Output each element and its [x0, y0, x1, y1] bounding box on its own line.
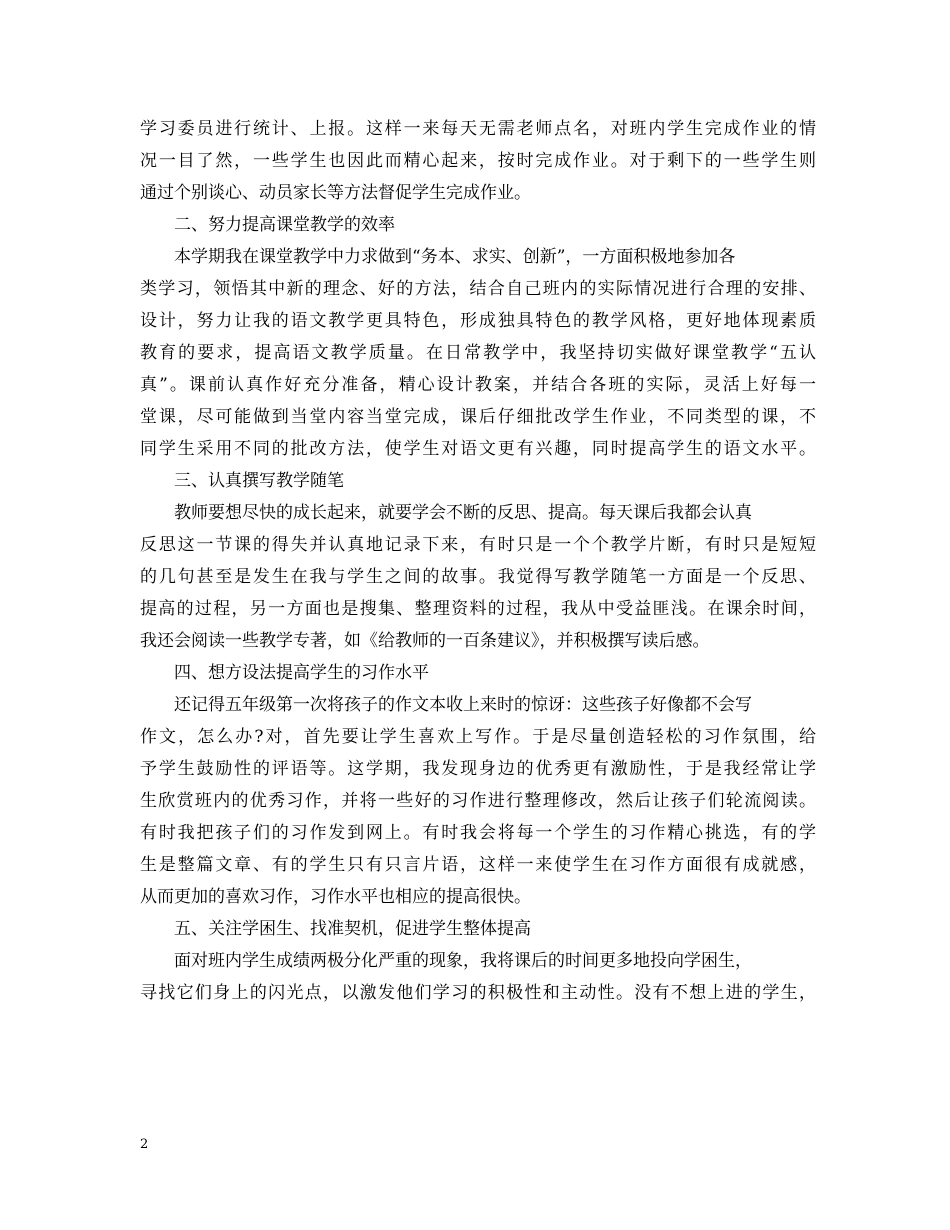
text-line: 有时我把孩子们的习作发到网上。有时我会将每一个学生的习作精心挑选，有的学: [140, 823, 816, 843]
text-line: 教育的要求，提高语文教学质量。在日常教学中，我坚持切实做好课堂教学“五认: [140, 343, 816, 363]
text-line: 类学习，领悟其中新的理念、好的方法，结合自己班内的实际情况进行合理的安排、: [140, 279, 816, 299]
text-line: 设计，努力让我的语文教学更具特色，形成独具特色的教学风格，更好地体现素质: [140, 311, 816, 331]
text-line: 反思这一节课的得失并认真地记录下来，有时只是一个个教学片断，有时只是短短: [140, 535, 816, 555]
text-line: 三、认真撰写教学随笔: [174, 471, 344, 491]
text-line: 作文，怎么办?对，首先要让学生喜欢上写作。于是尽量创造轻松的习作氛围，给: [140, 727, 816, 747]
text-line: 五、关注学困生、找准契机，促进学生整体提高: [174, 919, 531, 939]
text-line: 还记得五年级第一次将孩子的作文本收上来时的惊讶：这些孩子好像都不会写: [174, 695, 752, 715]
text-line: 生是整篇文章、有的学生只有只言片语，这样一来使学生在习作方面很有成就感，: [140, 855, 816, 875]
text-line: 四、想方设法提高学生的习作水平: [174, 663, 429, 683]
text-line: 二、努力提高课堂教学的效率: [174, 215, 395, 235]
document-body: [140, 113, 816, 1009]
text-line: 面对班内学生成绩两极分化严重的现象，我将课后的时间更多地投向学困生，: [174, 951, 752, 971]
text-line: 真”。课前认真作好充分准备，精心设计教案，并结合各班的实际，灵活上好每一: [140, 375, 816, 395]
text-line: 教师要想尽快的成长起来，就要学会不断的反思、提高。每天课后我都会认真: [174, 503, 752, 523]
text-line: 本学期我在课堂教学中力求做到“务本、求实、创新”，一方面积极地参加各: [174, 247, 736, 267]
page-number: 2: [140, 1137, 149, 1152]
text-line: 生欣赏班内的优秀习作，并将一些好的习作进行整理修改，然后让孩子们轮流阅读。: [140, 791, 816, 811]
text-line: 的几句甚至是发生在我与学生之间的故事。我觉得写教学随笔一方面是一个反思、: [140, 567, 816, 587]
text-line: 我还会阅读一些教学专著，如《给教师的一百条建议》，并积极撰写读后感。: [140, 631, 710, 651]
text-line: 予学生鼓励性的评语等。这学期，我发现身边的优秀更有激励性，于是我经常让学: [140, 759, 816, 779]
text-line: 提高的过程，另一方面也是搜集、整理资料的过程，我从中受益匪浅。在课余时间，: [140, 599, 816, 619]
text-line: 寻找它们身上的闪光点，以激发他们学习的积极性和主动性。没有不想上进的学生，: [140, 983, 816, 1003]
text-line: 学习委员进行统计、上报。这样一来每天无需老师点名，对班内学生完成作业的情: [140, 119, 816, 139]
text-line: 堂课，尽可能做到当堂内容当堂完成，课后仔细批改学生作业，不同类型的课，不: [140, 407, 816, 427]
text-line: 同学生采用不同的批改方法，使学生对语文更有兴趣，同时提高学生的语文水平。: [140, 439, 816, 459]
text-line: 况一目了然，一些学生也因此而精心起来，按时完成作业。对于剩下的一些学生则: [140, 151, 816, 171]
text-line: 从而更加的喜欢习作，习作水平也相应的提高很快。: [140, 887, 531, 907]
text-line: 通过个别谈心、动员家长等方法督促学生完成作业。: [140, 183, 531, 203]
